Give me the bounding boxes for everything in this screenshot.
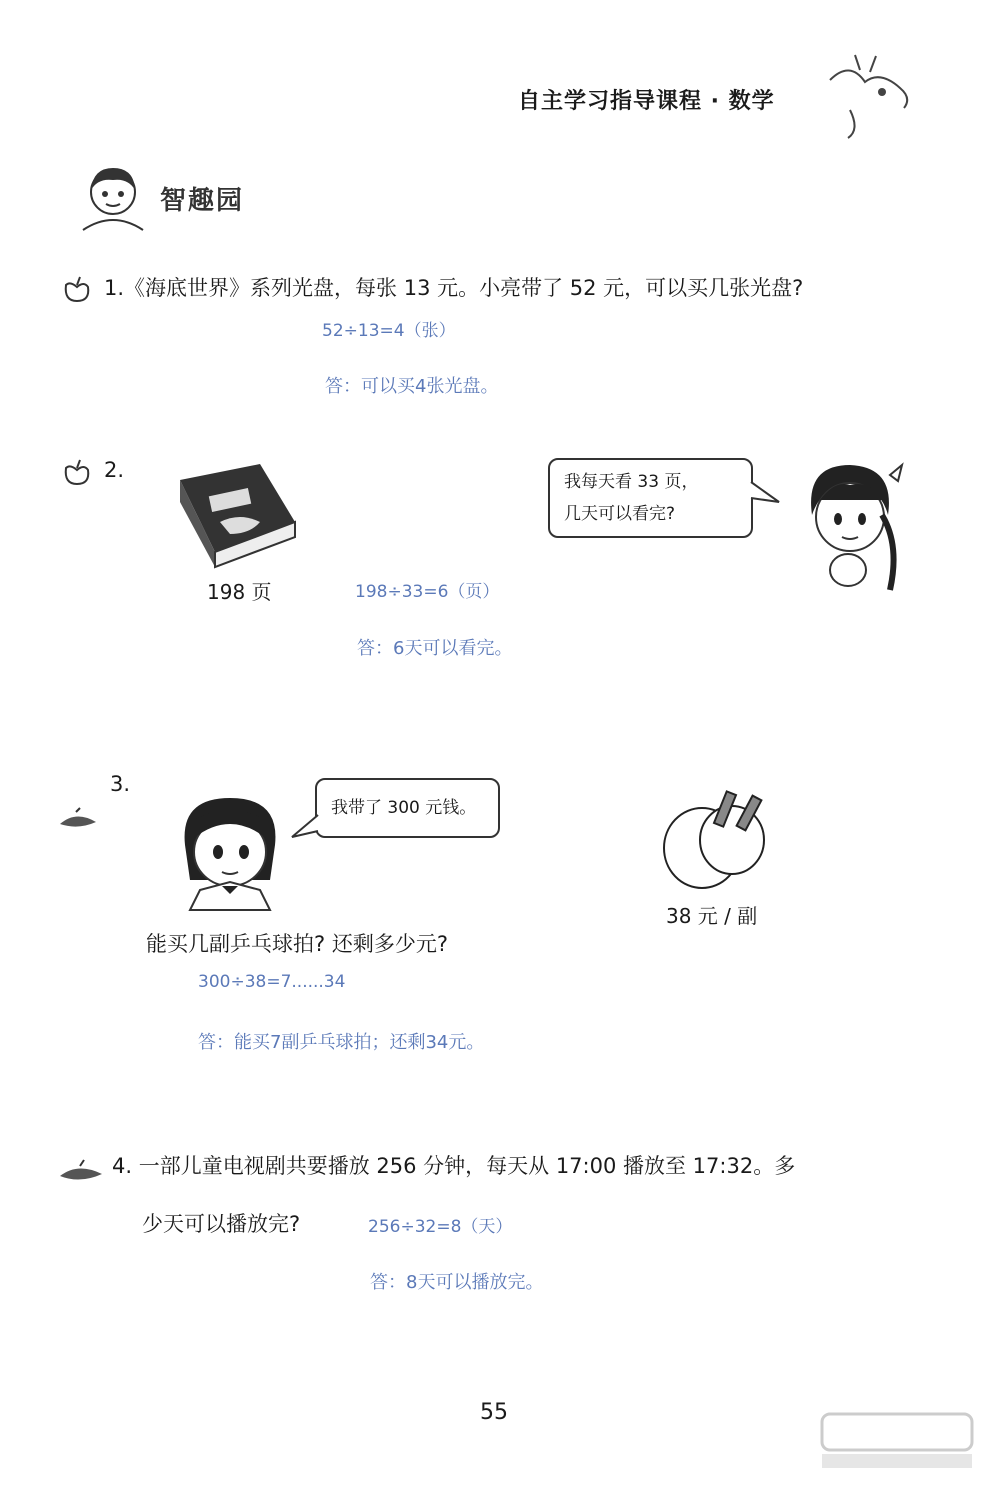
deer-decoration-icon <box>820 50 920 140</box>
apple-icon <box>60 275 94 303</box>
q3-answer: 答：能买7副乒乓球拍；还剩34元。 <box>198 1032 485 1053</box>
q3-speech-bubble <box>315 778 500 838</box>
q3-question: 能买几副乒乓球拍? 还剩多少元? <box>146 932 448 956</box>
q3-price-label: 38 元 / 副 <box>666 904 758 928</box>
q3-number: 3. <box>110 772 131 796</box>
leaf-icon <box>58 1160 104 1184</box>
q2-work: 198÷33=6（页） <box>355 582 500 602</box>
q2-bubble-line2: 几天可以看完? <box>564 504 676 524</box>
q3-bubble-text: 我带了 300 元钱。 <box>331 798 477 818</box>
ping-pong-paddles-icon <box>662 788 772 893</box>
book-icon <box>170 462 300 567</box>
q4-text-line2: 少天可以播放完? <box>142 1212 301 1236</box>
q1-answer: 答：可以买4张光盘。 <box>325 376 499 397</box>
q1-work: 52÷13=4（张） <box>322 321 456 341</box>
bubble-tail <box>290 815 320 845</box>
page-number: 55 <box>480 1400 508 1425</box>
q2-bubble-line1: 我每天看 33 页， <box>564 472 699 492</box>
q1-text: 1.《海底世界》系列光盘，每张 13 元。小亮带了 52 元，可以买几张光盘? <box>104 276 804 300</box>
q4-work: 256÷32=8（天） <box>368 1217 513 1237</box>
girl-mascot-icon <box>68 160 158 240</box>
q4-answer: 答：8天可以播放完。 <box>370 1272 544 1293</box>
q4-text-line1: 4. 一部儿童电视剧共要播放 256 分钟，每天从 17:00 播放至 17:32。多 <box>112 1154 796 1178</box>
section-title: 智趣园 <box>160 186 245 216</box>
leaf-icon <box>58 808 98 830</box>
header-title: 自主学习指导课程 · 数学 <box>518 89 775 114</box>
q2-speech-bubble <box>548 458 753 538</box>
q3-work: 300÷38=7......34 <box>198 972 346 992</box>
watermark-logo-icon <box>820 1410 980 1470</box>
q2-number: 2. <box>104 458 125 482</box>
bubble-tail <box>751 480 781 510</box>
girl-reading-icon <box>790 455 910 595</box>
q2-book-label: 198 页 <box>207 580 272 604</box>
q2-answer: 答：6天可以看完。 <box>357 638 513 659</box>
boy-icon <box>170 790 290 910</box>
apple-icon <box>60 458 94 486</box>
